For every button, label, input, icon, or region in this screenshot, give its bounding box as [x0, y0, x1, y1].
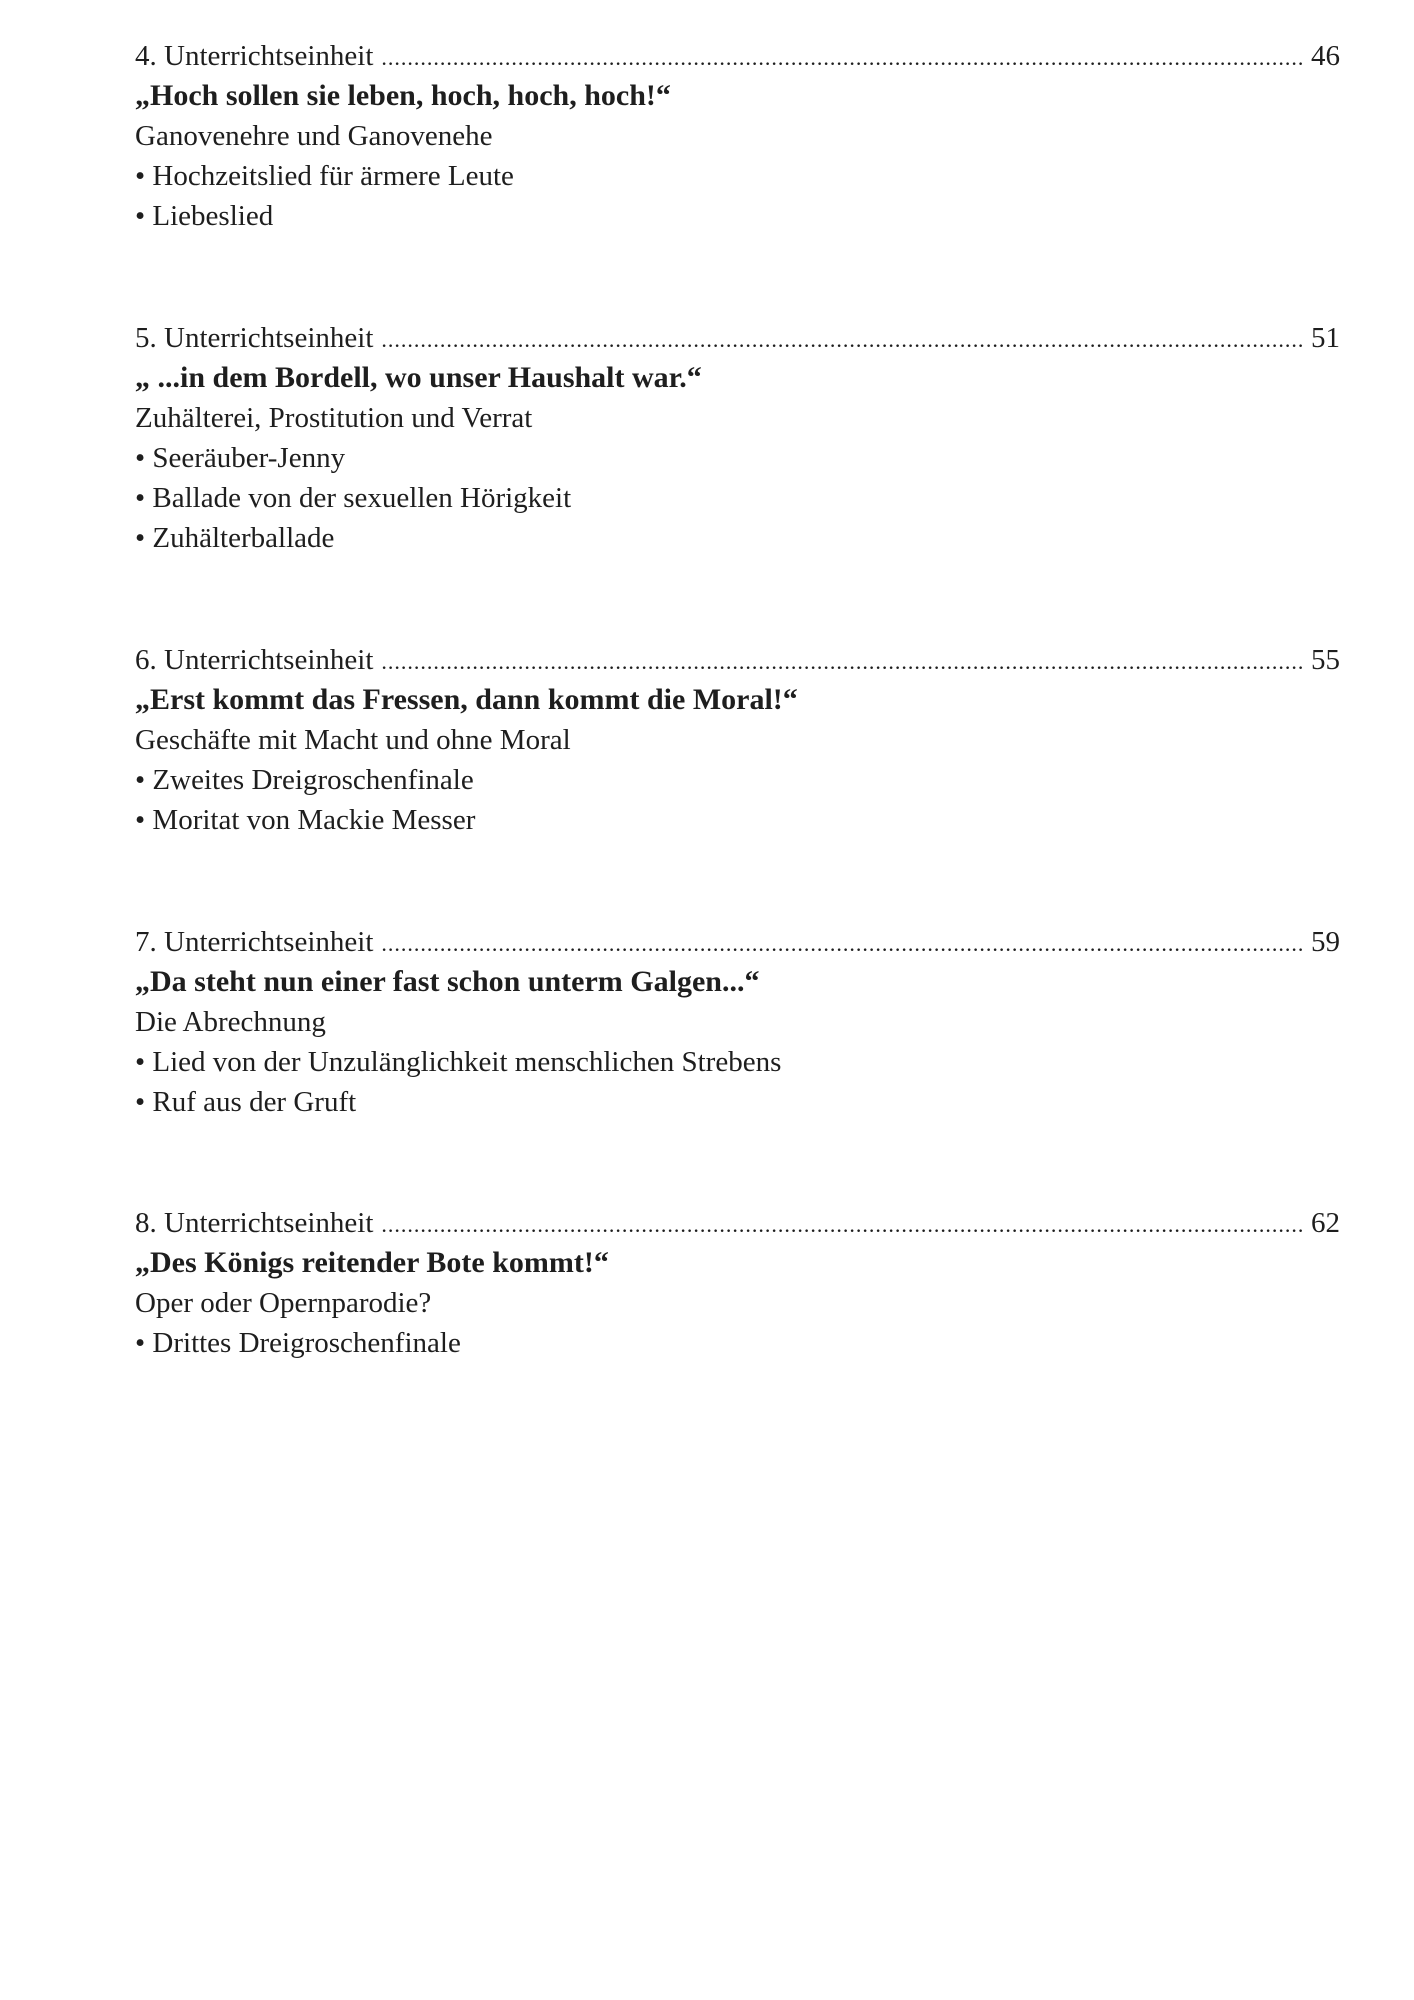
bullet-list — [135, 1323, 1340, 1363]
toc-entry-heading[interactable] — [135, 640, 1340, 680]
page-number: 55 — [1311, 644, 1340, 676]
list-item: • Seeräuber-Jenny — [135, 438, 1340, 478]
entry-subtitle: Die Abrechnung — [135, 1006, 326, 1038]
dot-leader — [381, 320, 1305, 360]
dot-leader — [381, 1205, 1305, 1245]
entry-label: 4. Unterrichtseinheit — [135, 40, 374, 72]
page-number: 59 — [1311, 926, 1340, 958]
entry-subtitle: Oper oder Opernparodie? — [135, 1287, 432, 1319]
list-item: • Hochzeitslied für ärmere Leute — [135, 156, 1340, 196]
entry-subtitle: Zuhälterei, Prostitution und Verrat — [135, 402, 533, 434]
toc-entry-heading[interactable] — [135, 922, 1340, 962]
page-number: 46 — [1311, 40, 1340, 72]
bullet-list — [135, 438, 1340, 558]
entry-subtitle: Geschäfte mit Macht und ohne Moral — [135, 724, 571, 756]
bullet-list — [135, 156, 1340, 236]
list-item: • Lied von der Unzulänglichkeit menschlichen Strebens — [135, 1042, 1340, 1082]
dot-leader — [381, 38, 1305, 78]
list-item: • Ballade von der sexuellen Hörigkeit — [135, 478, 1340, 518]
list-item: • Zuhälterballade — [135, 518, 1340, 558]
toc-entry-4 — [135, 36, 1340, 236]
entry-label: 6. Unterrichtseinheit — [135, 644, 374, 676]
entry-title: „Erst kommt das Fressen, dann kommt die Moral!“ — [135, 683, 798, 716]
dot-leader — [381, 924, 1305, 964]
list-item: • Drittes Dreigroschenfinale — [135, 1323, 1340, 1363]
entry-label: 5. Unterrichtseinheit — [135, 322, 374, 354]
toc-entry-6 — [135, 640, 1340, 840]
list-item: • Zweites Dreigroschenfinale — [135, 760, 1340, 800]
entry-label: 8. Unterrichtseinheit — [135, 1207, 374, 1239]
list-item: • Liebeslied — [135, 196, 1340, 236]
page-number: 62 — [1311, 1207, 1340, 1239]
page-number: 51 — [1311, 322, 1340, 354]
bullet-list — [135, 760, 1340, 840]
list-item: • Ruf aus der Gruft — [135, 1082, 1340, 1122]
entry-title: „Des Königs reitender Bote kommt!“ — [135, 1246, 609, 1279]
entry-title: „ ...in dem Bordell, wo unser Haushalt war.“ — [135, 361, 702, 394]
entry-title: „Hoch sollen sie leben, hoch, hoch, hoch!“ — [135, 79, 671, 112]
entry-label: 7. Unterrichtseinheit — [135, 926, 374, 958]
toc-entry-8 — [135, 1203, 1340, 1363]
bullet-list — [135, 1042, 1340, 1122]
toc-entry-heading[interactable] — [135, 36, 1340, 76]
entry-subtitle: Ganovenehre und Ganovenehe — [135, 120, 493, 152]
list-item: • Moritat von Mackie Messer — [135, 800, 1340, 840]
toc-entry-7 — [135, 922, 1340, 1122]
toc-entry-5 — [135, 318, 1340, 558]
entry-title: „Da steht nun einer fast schon unterm Galgen...“ — [135, 965, 760, 998]
dot-leader — [381, 642, 1305, 682]
toc-entry-heading[interactable] — [135, 318, 1340, 358]
toc-entry-heading[interactable] — [135, 1203, 1340, 1243]
